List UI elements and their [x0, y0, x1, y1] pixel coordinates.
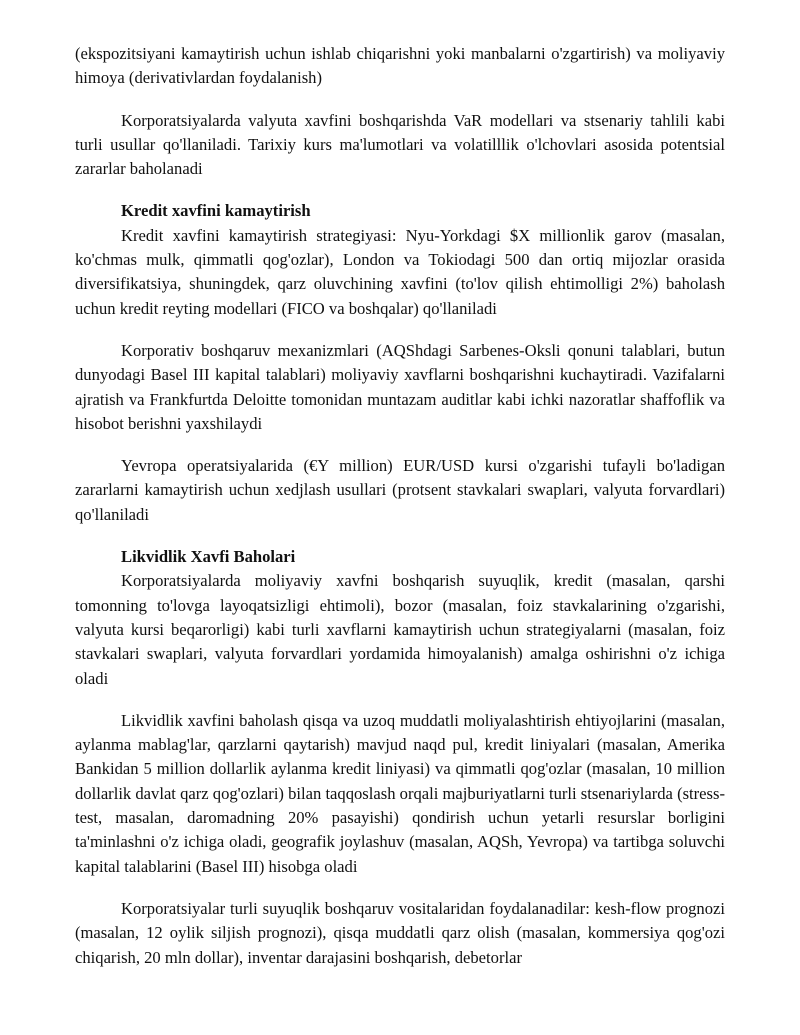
paragraph-financial-risk-management: Korporatsiyalarda moliyaviy xavfni boshqarish suyuqlik, kredit (masalan, qarshi tomonning to'lovga layoqatsizligi ehtimoli), bozor (masalan, foiz stavkalarining o'zgarishi, valyuta kursi beqarorligi) kabi turli xavflarni kamaytirish uchun strategiyalarni (masalan, foiz stavkalari swaplari, valyuta forvardlari yordamida himoyalanish) amalga oshirishni o'z ichiga oladi: [75, 571, 725, 688]
paragraph-credit-risk-strategy: Kredit xavfini kamaytirish strategiyasi: Nyu-Yorkdagi $X millionlik garov (masalan, ko'chmas mulk, qimmatli qog'ozlar), London va Tokiodagi 500 dan ortiq mijozlar orasida diversifikatsiya, shuningdek, qarz oluvchining xavfini (to'lov qilish ehtimolligi 2%) baholash uchun kredit reyting modellari (FICO va boshqalar) qo'llaniladi: [75, 225, 725, 318]
paragraph-corporate-governance: Korporativ boshqaruv mexanizmlari (AQShdagi Sarbenes-Oksli qonuni talablari, butun dunyodagi Basel III kapital talablari) moliyaviy xavflarni boshqarishni kuchaytiradi. Vazifalarni ajratish va Frankfurtda Deloitte tomonidan muntazam auditlar kabi ichki nazoratlar shaffoflik va hisobot berishni yaxshilaydi: [75, 340, 725, 433]
paragraph-european-hedging: Yevropa operatsiyalarida (€Y million) EUR/USD kursi o'zgarishi tufayli bo'ladigan zararlarni kamaytirish uchun xedjlash usullari (protsent stavkalari swaplari, valyuta forvardlari) qo'llaniladi: [75, 456, 725, 524]
document-page: [75, 42, 725, 970]
paragraph-liquidity-assessment: Likvidlik xavfini baholash qisqa va uzoq muddatli moliyalashtirish ehtiyojlarini (masalan, aylanma mablag'lar, qarzlarni qaytarish) mavjud naqd pul, kredit liniyalari (masalan, Amerika Bankidan 5 million dollarlik aylanma kredit liniyasi) va qimmatli qog'ozlar (masalan, 10 million dollarlik davlat qarz qog'ozlari) bilan taqqoslash orqali majburiyatlarni turli stsenariylarda (stress-test, masalan, daromadning 20% pasayishi) qondirish uchun yetarli resurslar borligini ta'minlashni o'z ichiga oladi, geografik joylashuv (masalan, AQSh, Yevropa) va tartibga soluvchi kapital talablarini (Basel III) hisobga oladi: [75, 710, 725, 876]
section-heading-credit-risk: Kredit xavfini kamaytirish: [121, 201, 311, 221]
paragraph-liquidity-tools: Korporatsiyalar turli suyuqlik boshqaruv vositalaridan foydalanadilar: kesh-flow prognozi (masalan, 12 oylik siljish prognozi), qisqa muddatli qarz olish (masalan, kommersiya qog'ozi chiqarish, 20 mln dollar), inventar darajasini boshqarish, debetorlar: [75, 898, 725, 967]
paragraph-continuation: (ekspozitsiyani kamaytirish uchun ishlab chiqarishni yoki manbalarni o'zgartirish) va moliyaviy himoya (derivativlardan foydalanish): [75, 44, 725, 88]
paragraph-currency-risk-methods: Korporatsiyalarda valyuta xavfini boshqarishda VaR modellari va stsenariy tahlili kabi turli usullar qo'llaniladi. Tarixiy kurs ma'lumotlari va volatilllik o'lchovlari asosida potentsial zararlar baholanadi: [75, 110, 725, 179]
section-heading-liquidity-risk: Likvidlik Xavfi Baholari: [121, 547, 296, 567]
